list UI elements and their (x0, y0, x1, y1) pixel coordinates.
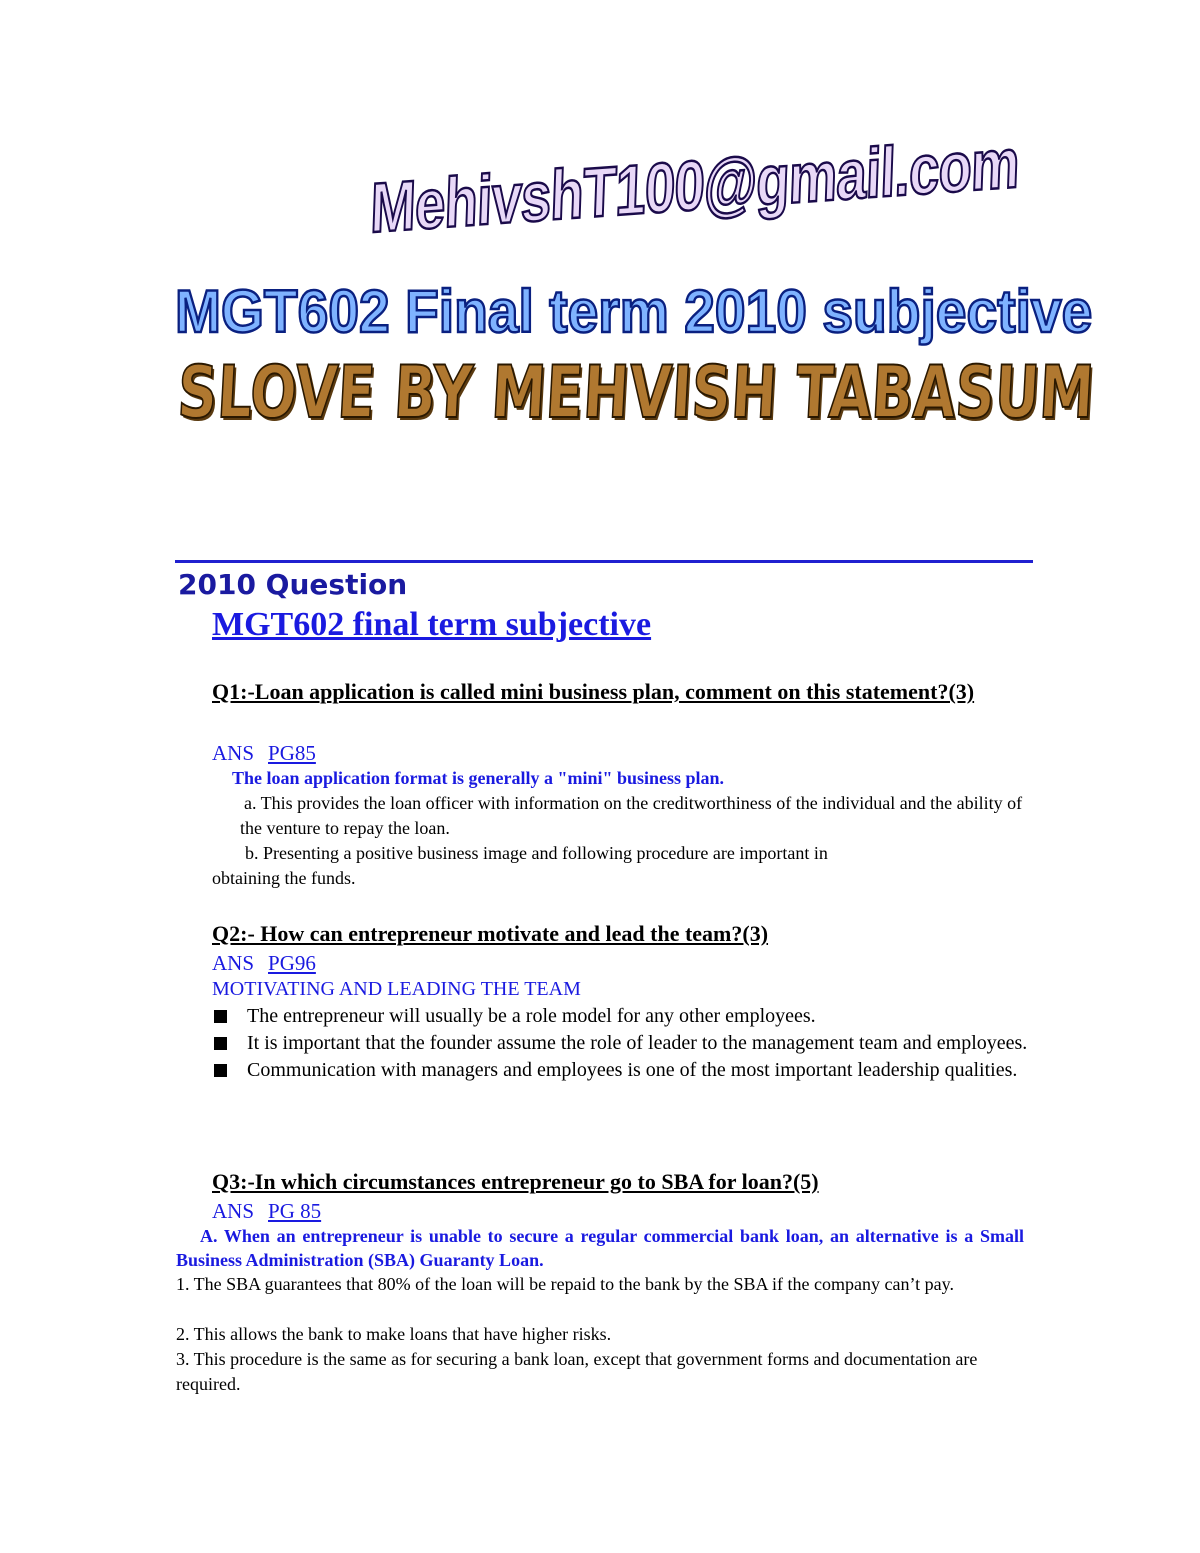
list-item: It is important that the founder assume the role of leader to the management team and employees. (212, 1030, 1032, 1056)
email-wordart (369, 123, 1021, 249)
square-bullet-icon (214, 1037, 227, 1050)
answer-3-point-1: 1. The SBA guarantees that 80% of the loan will be repaid to the bank by the SBA if the company can’t pay. (176, 1274, 954, 1294)
question-3: Q3:-In which circumstances entrepreneur go to SBA for loan?(5) (212, 1169, 819, 1194)
answer-3-point-2: 2. This allows the bank to make loans that have higher risks. (176, 1324, 612, 1344)
section-heading: 2010 Question (178, 568, 408, 601)
answer-1-point-a: a. This provides the loan officer with information on the creditworthiness of the individual and the ability of the venture to repay the loan. (240, 793, 1023, 838)
ans-label: ANS (212, 951, 255, 975)
answer-1-label (212, 740, 316, 766)
list-item: The entrepreneur will usually be a role model for any other employees. (212, 1003, 1032, 1029)
list-item: Communication with managers and employees is one of the most important leadership qualities. (212, 1057, 1032, 1083)
page-ref-3: PG 85 (268, 1199, 322, 1223)
answer-2-heading: MOTIVATING AND LEADING THE TEAM (212, 978, 581, 1000)
section-subheading: MGT602 final term subjective (212, 606, 652, 643)
answer-1-point-b: b. Presenting a positive business image and following procedure are important in (245, 843, 828, 863)
page-ref-2: PG96 (268, 951, 316, 975)
answer-2-bullet-list (212, 1003, 1032, 1084)
square-bullet-icon (214, 1064, 227, 1077)
email-text: MehivshT100@gmail.com (369, 123, 1021, 248)
ans-label: ANS (212, 1199, 255, 1223)
author-wordart: SLOVE BY MEHVISH TABASUM (175, 350, 1097, 434)
square-bullet-icon (214, 1010, 227, 1023)
page-ref-1: PG85 (268, 741, 316, 765)
title-wordart: MGT602 Final term 2010 subjective (175, 278, 1093, 345)
ans-label: ANS (212, 741, 255, 765)
answer-1-lead: The loan application format is generally a "mini" business plan. (232, 768, 725, 788)
answer-1-point-b-cont: obtaining the funds. (212, 868, 356, 888)
answer-2-label (212, 950, 316, 976)
answer-3-point-3: 3. This procedure is the same as for securing a bank loan, except that government forms and documentation are required. (176, 1349, 978, 1394)
question-1: Q1:-Loan application is called mini business plan, comment on this statement?(3) (212, 679, 975, 704)
question-2: Q2:- How can entrepreneur motivate and lead the team?(3) (212, 921, 769, 946)
answer-3-label (212, 1198, 321, 1224)
horizontal-rule (175, 560, 1033, 563)
answer-3-lead: A. When an entrepreneur is unable to secure a regular commercial bank loan, an alternative is a Small Business Administration (SBA) Guaranty Loan. (176, 1226, 1024, 1270)
